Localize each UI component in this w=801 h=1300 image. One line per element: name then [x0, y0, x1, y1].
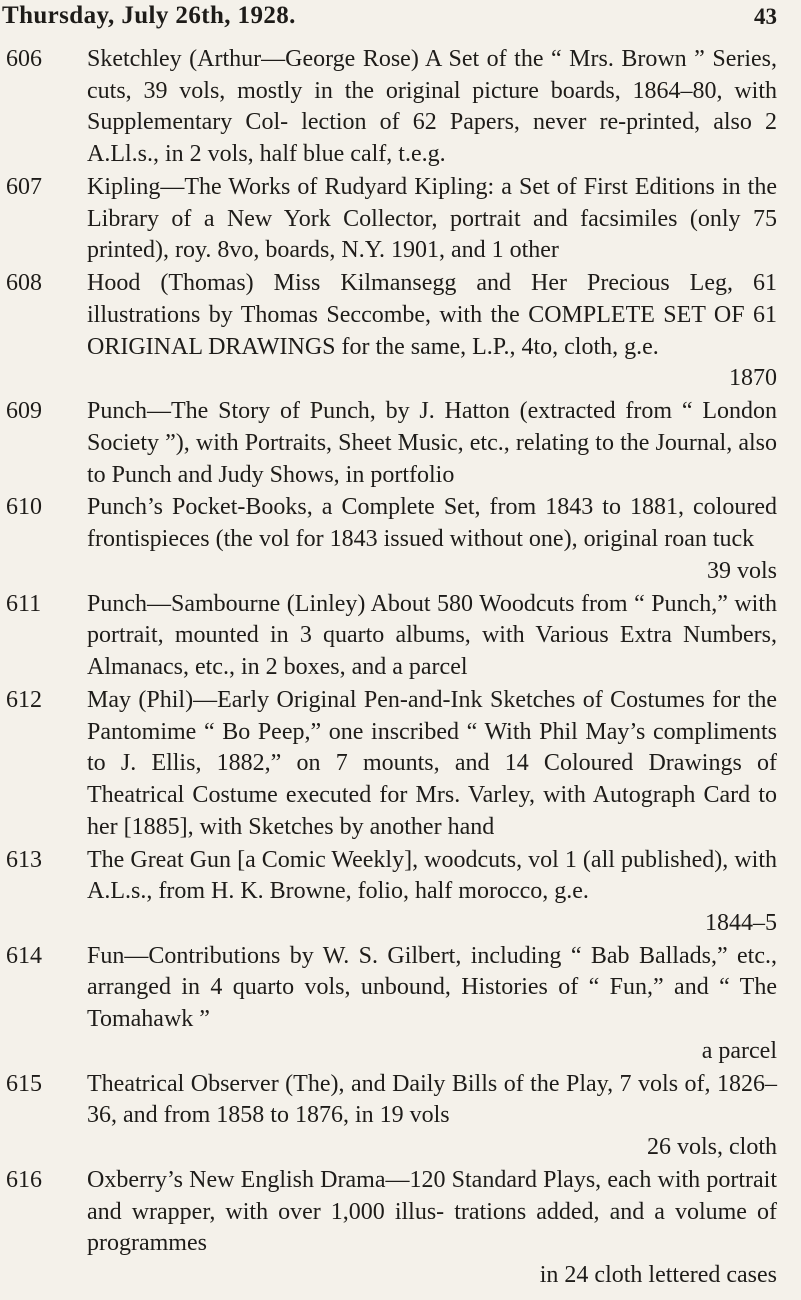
lot-text: Oxberry’s New English Drama—120 Standard Plays, each with portrait and wrapper, with over 1,000 illus- trations added, and a volume of programmes [87, 1166, 777, 1257]
lot-text: Fun—Contributions by W. S. Gilbert, including “ Bab Ballads,” etc., arranged in 4 quarto vols, unbound, Histories of “ Fun,” and “ The Tomahawk ” [87, 942, 777, 1033]
page-header [0, 2, 801, 42]
sale-date: Thursday, July 26th, 1928. [2, 2, 296, 29]
lot-number: 611 [6, 590, 42, 617]
lot-text: Hood (Thomas) Miss Kilmansegg and Her Precious Leg, 61 illustrations by Thomas Seccombe, with the COMPLETE SET OF 61 ORIGINAL DRAWINGS for the same, L.P., 4to, cloth, g.e. [87, 270, 777, 360]
lot-number: 613 [6, 846, 42, 873]
lot-description [87, 268, 777, 395]
lot-description [87, 685, 777, 843]
lot-tail: a parcel [701, 1037, 777, 1064]
lot-list [0, 44, 801, 1292]
lot-tail: 39 vols [706, 557, 777, 584]
lot-description [87, 44, 777, 171]
lot-description [87, 396, 777, 491]
lot-tail: 1870 [729, 365, 777, 392]
lot-description [87, 1165, 777, 1292]
lot-number: 609 [6, 398, 42, 425]
lot-number: 615 [6, 1070, 42, 1097]
lot-description [87, 845, 777, 940]
lot-number: 607 [6, 173, 42, 200]
lot-description [87, 941, 777, 1068]
lot-entry [0, 172, 801, 267]
lot-number: 612 [6, 686, 42, 713]
lot-text: Theatrical Observer (The), and Daily Bills of the Play, 7 vols of, 1826–36, and from 1858 to 1876, in 19 vols [87, 1070, 777, 1129]
lot-description [87, 172, 777, 267]
lot-description [87, 1069, 777, 1164]
lot-entry [0, 589, 801, 684]
lot-entry [0, 492, 801, 587]
lot-entry [0, 1165, 801, 1292]
lot-description [87, 589, 777, 684]
lot-text: Punch—Sambourne (Linley) About 580 Woodcuts from “ Punch,” with portrait, mounted in 3 quarto albums, with Various Extra Numbers, Almanacs, etc., in 2 boxes, and a parcel [87, 590, 777, 680]
lot-number: 608 [6, 270, 42, 297]
lot-entry [0, 845, 801, 940]
lot-text: May (Phil)—Early Original Pen-and-Ink Sketches of Costumes for the Pantomime “ Bo Peep,” one inscribed “ With Phil May’s compliments to J. Ellis, 1882,” on 7 mounts, and 14 Coloured Drawings of Theatrical Costume executed for Mrs. Varley, with Autograph Card to her [1885], with Sketches by another hand [87, 686, 777, 840]
lot-text: The Great Gun [a Comic Weekly], woodcuts, vol 1 (all published), with A.L.s., from H. K. Browne, folio, half morocco, g.e. [87, 846, 777, 905]
lot-text: Punch’s Pocket-Books, a Complete Set, from 1843 to 1881, coloured frontispieces (the vol for 1843 issued without one), original roan tuck [87, 494, 777, 553]
lot-tail: 1844–5 [705, 909, 777, 936]
lot-entry [0, 396, 801, 491]
lot-entry [0, 44, 801, 171]
lot-number: 610 [6, 494, 42, 521]
lot-number: 606 [6, 46, 42, 72]
lot-tail: in 24 cloth lettered cases [539, 1262, 777, 1288]
lot-entry [0, 268, 801, 395]
page-number: 43 [754, 4, 777, 29]
lot-text: Punch—The Story of Punch, by J. Hatton (extracted from “ London Society ”), with Portraits, Sheet Music, etc., relating to the Journal, also to Punch and Judy Shows, in portfolio [87, 398, 777, 488]
lot-description [87, 492, 777, 587]
lot-text: Kipling—The Works of Rudyard Kipling: a Set of First Editions in the Library of a New York Collector, portrait and facsimiles (only 75 printed), roy. 8vo, boards, N.Y. 1901, and 1 other [87, 173, 777, 264]
lot-tail: 26 vols, cloth [647, 1134, 777, 1161]
lot-number: 616 [6, 1166, 42, 1193]
lot-entry [0, 941, 801, 1068]
lot-number: 614 [6, 942, 42, 969]
lot-entry [0, 685, 801, 843]
lot-text: Sketchley (Arthur—George Rose) A Set of the “ Mrs. Brown ” Series, cuts, 39 vols, mostly in the original picture boards, 1864–80, with Supplementary Col- lection of 62 Papers, never re-printed, also 2 A.Ll.s., in 2 vols, half blue calf, t.e.g. [87, 46, 777, 168]
lot-entry [0, 1069, 801, 1164]
